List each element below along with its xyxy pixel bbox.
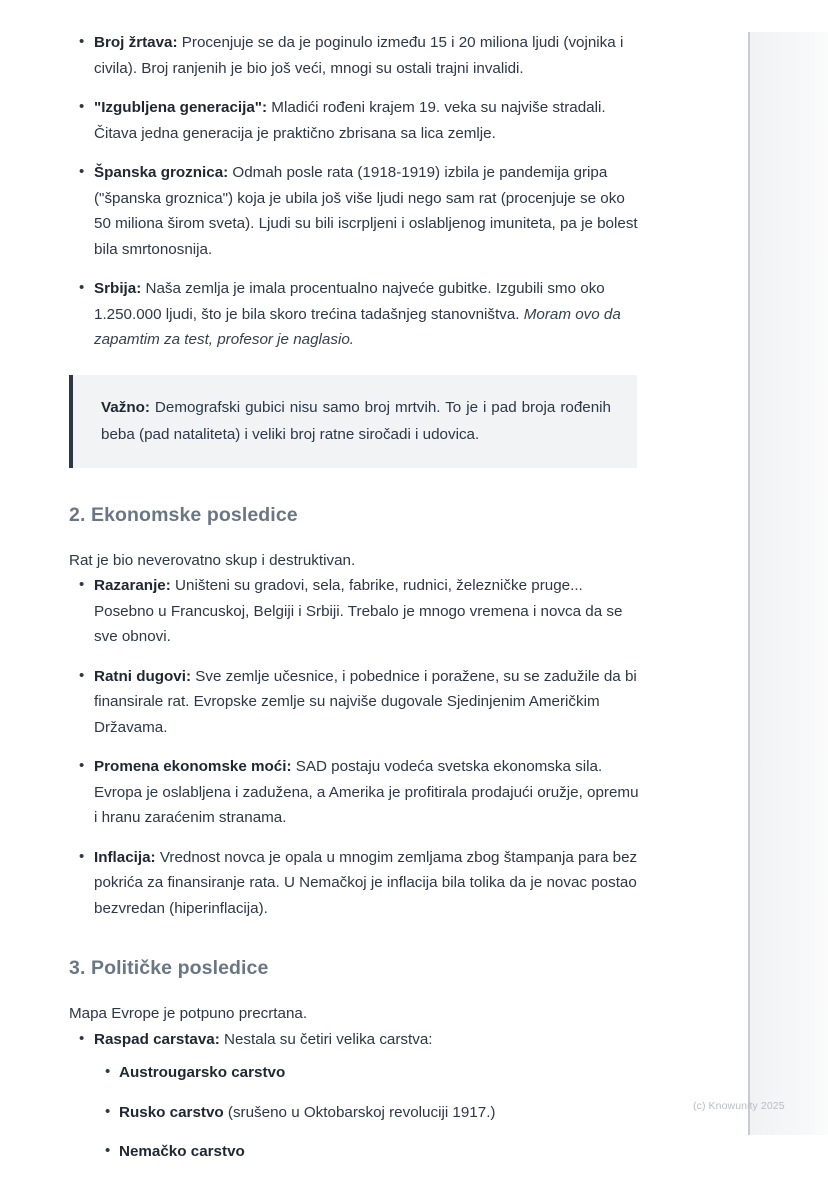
list-item <box>69 30 639 81</box>
list-item-term: Španska groznica: <box>94 164 229 181</box>
political-consequences-list <box>69 1027 639 1165</box>
list-item-text: Naša zemlja je imala procentualno najveće gubitke. Izgubili smo oko 1.250.000 ljudi, što je bila skoro trećina tadašnjeg stanovništva. <box>94 280 605 323</box>
list-item-text: Uništeni su gradovi, sela, fabrike, rudnici, železničke pruge... Posebno u Francuskoj, Belgiji i Srbiji. Trebalo je mnogo vremena i novca da se sve obnovi. <box>94 577 623 645</box>
list-item <box>94 1139 639 1165</box>
list-item-term: Ratni dugovi: <box>94 667 192 685</box>
list-item <box>69 1027 639 1165</box>
empire-collapse-sublist <box>94 1060 639 1165</box>
list-item-text: Sve zemlje učesnice, i pobednice i poražene, su se zadužile da bi finansirale rat. Evropske zemlje su najviše dugovale Sjedinjenim Američkim Državama. <box>94 667 637 736</box>
page-edge-panel <box>748 32 828 1135</box>
list-item-term: Promena ekonomske moći: <box>94 758 292 775</box>
callout-text: Demografski gubici nisu samo broj mrtvih. To je i pad broja rođenih beba (pad nataliteta) i veliki broj ratne siročadi i udovica. <box>101 398 611 443</box>
page-edge-panel-fill <box>750 32 828 1135</box>
list-item-text: Odmah posle rata (1918-1919) izbila je pandemija gripa ("španska groznica") koja je ubila još više ljudi nego sam rat (procenjuje se oko 50 miliona širom sveta). Ljudi su bili iscrpljeni i oslabljenog imuniteta, pa je bolest bila smrtonosnija. <box>94 164 638 258</box>
list-item-text: Vrednost novca je opala u mnogim zemljama zbog štampanja para bez pokrića za finansiranje rata. U Nemačkoj je inflacija bila tolika da je novac postao bezvredan (hiperinflacija). <box>94 848 638 917</box>
list-item-term: Rusko carstvo <box>119 1103 224 1121</box>
list-item <box>69 573 639 650</box>
list-item-term: Razaranje: <box>94 577 171 594</box>
list-item <box>69 160 639 262</box>
list-item-text: (srušeno u Oktobarskoj revoluciji 1917.) <box>223 1103 496 1121</box>
list-item-term: Srbija: <box>94 280 142 297</box>
list-item <box>69 754 639 831</box>
list-item-term: Broj žrtava: <box>94 34 178 51</box>
list-item-text: Procenjuje se da je poginulo između 15 i 20 miliona ljudi (vojnika i civila). Broj ranjenih je bio još veći, mnogi su ostali trajni invalidi. <box>94 34 624 77</box>
list-item-term: Austrougarsko carstvo <box>119 1064 286 1081</box>
list-item <box>94 1100 639 1126</box>
important-callout <box>69 375 637 468</box>
list-item-term: "Izgubljena generacija": <box>94 99 268 116</box>
list-item-text: Nestala su četiri velika carstva: <box>219 1030 433 1048</box>
economic-consequences-list <box>69 573 639 921</box>
section-heading-political: 3. Političke posledice <box>69 957 269 979</box>
section-heading-economic: 2. Ekonomske posledice <box>69 503 298 526</box>
list-item-note: Moram ovo da zapamtim za test, profesor je naglasio. <box>94 305 621 348</box>
watermark: (c) Knowunity 2025 <box>693 1100 785 1112</box>
list-item <box>94 1060 639 1086</box>
list-item <box>69 845 639 922</box>
list-item-term: Inflacija: <box>94 848 156 866</box>
list-item <box>69 276 639 353</box>
demographic-consequences-list <box>69 30 639 353</box>
list-item-text: SAD postaju vodeća svetska ekonomska sila. Evropa je oslabljena i zadužena, a Amerika je profitirala prodajući oružje, opremu i hranu zaraćenim stranama. <box>94 758 639 826</box>
section-lead-political: Mapa Evrope je potpuno precrtana. <box>69 1005 308 1022</box>
list-item-text: Mladići rođeni krajem 19. veka su najviše stradali. Čitava jedna generacija je praktično zbrisana sa lica zemlje. <box>94 99 606 142</box>
list-item <box>69 95 639 146</box>
callout-paragraph <box>101 394 611 448</box>
callout-term: Važno: <box>101 398 150 416</box>
list-item <box>69 664 639 741</box>
list-item-term: Raspad carstava: <box>94 1030 220 1048</box>
list-item-term: Nemačko carstvo <box>119 1143 245 1160</box>
section-lead-economic: Rat je bio neverovatno skup i destruktivan. <box>69 551 356 569</box>
